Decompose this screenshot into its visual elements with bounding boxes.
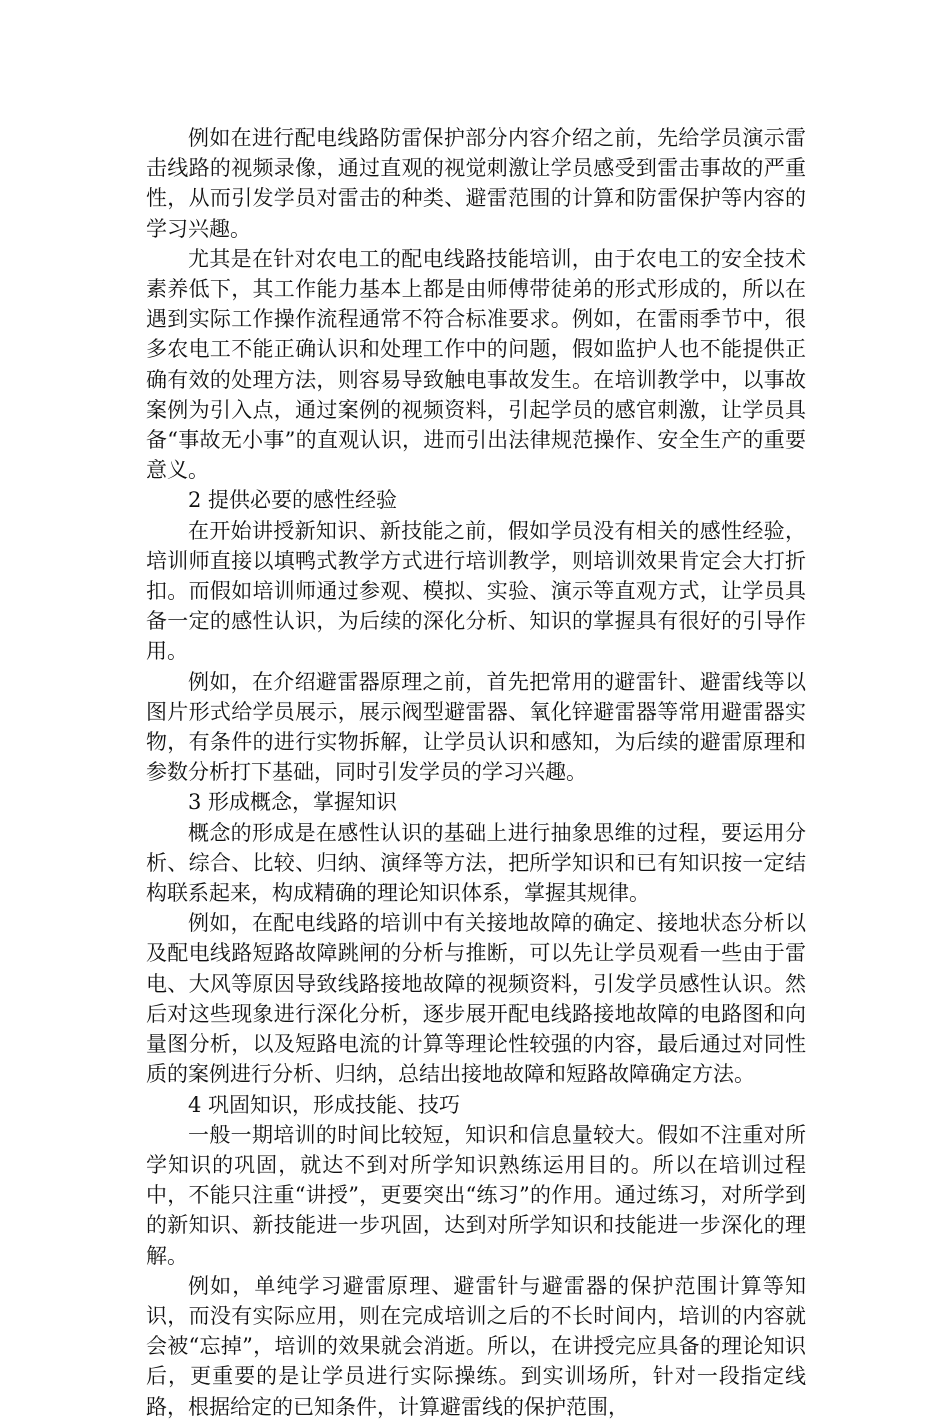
paragraph-practice-example: 例如，单纯学习避雷原理、避雷针与避雷器的保护范围计算等知识，而没有实际应用，则在完成培训之后的不长时间内，培训的内容就会被“忘掉”，培训的效果就会消逝。所以，在讲授完应具备的理论知识后，更重要的是让学员进行实际操练。到实训场所，针对一段指定线路，根据给定的已知条件，计算避雷线的保护范围， bbox=[146, 1273, 806, 1419]
paragraph-rural-electrician-training: 尤其是在针对农电工的配电线路技能培训，由于农电工的安全技术素养低下，其工作能力基本上都是由师傅带徒弟的形式形成的，所以在遇到实际工作操作流程通常不符合标准要求。例如，在雷雨季节中，很多农电工不能正确认识和处理工作中的问题，假如监护人也不能提供正确有效的处理方法，则容易导致触电事故发生。在培训教学中，以事故案例为引入点，通过案例的视频资料，引起学员的感官刺激，让学员具备“事故无小事”的直观认识，进而引出法律规范操作、安全生产的重要意义。 bbox=[146, 246, 806, 483]
section-heading-3: 3 形成概念，掌握知识 bbox=[188, 790, 398, 815]
paragraph-perceptual-experience: 在开始讲授新知识、新技能之前，假如学员没有相关的感性经验，培训师直接以填鸭式教学方式进行培训教学，则培训效果肯定会大打折扣。而假如培训师通过参观、模拟、实验、演示等直观方式，让学员具备一定的感性认识，为后续的深化分析、知识的掌握具有很好的引导作用。 bbox=[146, 518, 806, 664]
document-body bbox=[146, 123, 806, 1422]
paragraph-concept-formation: 概念的形成是在感性认识的基础上进行抽象思维的过程，要运用分析、综合、比较、归纳、演绎等方法，把所学知识和已有知识按一定结构联系起来，构成精确的理论知识体系，掌握其规律。 bbox=[146, 820, 806, 906]
section-heading-4: 4 巩固知识，形成技能、技巧 bbox=[188, 1092, 461, 1117]
paragraph-arrester-example: 例如，在介绍避雷器原理之前，首先把常用的避雷针、避雷线等以图片形式给学员展示，展示阀型避雷器、氧化锌避雷器等常用避雷器实物，有条件的进行实物拆解，让学员认识和感知，为后续的避雷原理和参数分析打下基础，同时引发学员的学习兴趣。 bbox=[146, 669, 806, 785]
paragraph-ground-fault-example: 例如，在配电线路的培训中有关接地故障的确定、接地状态分析以及配电线路短路故障跳闸的分析与推断，可以先让学员观看一些由于雷电、大风等原因导致线路接地故障的视频资料，引发学员感性认识。然后对这些现象进行深化分析，逐步展开配电线路接地故障的电路图和向量图分析，以及短路电流的计算等理论性较强的内容，最后通过对同性质的案例进行分析、归纳，总结出接地故障和短路故障确定方法。 bbox=[146, 911, 806, 1087]
paragraph-lightning-video-example: 例如在进行配电线路防雷保护部分内容介绍之前，先给学员演示雷击线路的视频录像，通过直观的视觉刺激让学员感受到雷击事故的严重性，从而引发学员对雷击的种类、避雷范围的计算和防雷保护等内容的学习兴趣。 bbox=[146, 126, 806, 241]
section-heading-2: 2 提供必要的感性经验 bbox=[188, 488, 398, 513]
paragraph-knowledge-consolidation: 一般一期培训的时间比较短，知识和信息量较大。假如不注重对所学知识的巩固，就达不到对所学知识熟练运用目的。所以在培训过程中，不能只注重“讲授”，更要突出“练习”的作用。通过练习，对所学到的新知识、新技能进一步巩固，达到对所学知识和技能进一步深化的理解。 bbox=[146, 1122, 806, 1268]
